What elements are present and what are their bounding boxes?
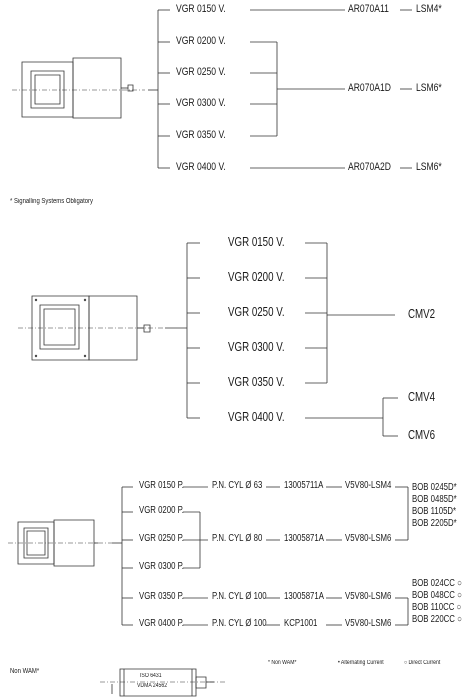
cylinder-standard-vdma: VDMA 24562: [137, 683, 168, 689]
section1-model-2: VGR 0200 V.: [176, 35, 226, 47]
section3-coil-ac-2: BOB 0485D*: [412, 494, 457, 505]
gate-drawing-2: [18, 296, 165, 360]
section2-model-6: VGR 0400 V.: [228, 410, 285, 424]
section3-cylinder-3: P.N. CYL Ø 100: [212, 591, 267, 602]
section1-model-1: VGR 0150 V.: [176, 3, 226, 15]
section2-model-5: VGR 0350 V.: [228, 375, 285, 389]
section3-valve-2: V5V80-LSM6: [345, 533, 392, 544]
section3-coil-dc-3: BOB 110CC ○: [412, 602, 462, 613]
section3-part-2: 13005871A: [284, 533, 324, 544]
section2-output-cmv6: CMV6: [408, 428, 436, 442]
section2-output-cmv2: CMV2: [408, 307, 436, 321]
section1-code-2: AR070A1D: [348, 82, 391, 94]
section3-coil-dc-2: BOB 048CC ○: [412, 590, 462, 601]
section1-model-3: VGR 0250 V.: [176, 66, 226, 78]
section3-model-3: VGR 0250 P.: [139, 533, 184, 544]
legend-non-wam-left: Non WAM*: [10, 668, 40, 675]
section2-output-cmv4: CMV4: [408, 390, 436, 404]
section2-model-2: VGR 0200 V.: [228, 270, 285, 284]
section2-model-4: VGR 0300 V.: [228, 340, 285, 354]
section3-cylinder-2: P.N. CYL Ø 80: [212, 533, 263, 544]
section3-coil-dc-1: BOB 024CC ○: [412, 578, 462, 589]
legend-non-wam: * Non WAM*: [268, 660, 297, 666]
section3-coil-ac-1: BOB 0245D*: [412, 482, 457, 493]
section1-model-4: VGR 0300 V.: [176, 97, 226, 109]
section3-model-6: VGR 0400 P.: [139, 618, 184, 629]
section1-model-5: VGR 0350 V.: [176, 129, 226, 141]
gate-drawing-1: [12, 58, 145, 118]
section1-model-6: VGR 0400 V.: [176, 161, 226, 173]
section3-coil-ac-3: BOB 1105D*: [412, 506, 457, 517]
section3-part-4: KCP1001: [284, 618, 318, 629]
section3-valve-1: V5V80-LSM4: [345, 480, 392, 491]
gate-drawing-3: [8, 520, 112, 566]
section1-footnote: * Signalling Systems Obligatory: [10, 198, 94, 205]
section2-model-3: VGR 0250 V.: [228, 305, 285, 319]
section3-model-4: VGR 0300 P.: [139, 561, 184, 572]
cylinder-standard-iso: ISO 6431: [140, 673, 162, 679]
legend-alternating-current: • Alternating Current: [338, 660, 384, 666]
section1-sensor-1: LSM4*: [416, 3, 442, 15]
section3-coil-ac-4: BOB 2205D*: [412, 518, 457, 529]
section1-sensor-3: LSM6*: [416, 161, 442, 173]
section3-part-3: 13005871A: [284, 591, 324, 602]
section3-part-1: 13005711A: [284, 480, 324, 491]
section3-coil-dc-4: BOB 220CC ○: [412, 614, 462, 625]
section3-valve-4: V5V80-LSM6: [345, 618, 392, 629]
section3-model-5: VGR 0350 P.: [139, 591, 184, 602]
section3-model-1: VGR 0150 P.: [139, 480, 184, 491]
section3-cylinder-4: P.N. CYL Ø 100: [212, 618, 267, 629]
section2-model-1: VGR 0150 V.: [228, 235, 285, 249]
section3-valve-3: V5V80-LSM6: [345, 591, 392, 602]
legend-direct-current: ○ Direct Current: [404, 660, 441, 666]
section1-code-3: AR070A2D: [348, 161, 391, 173]
section3-model-2: VGR 0200 P.: [139, 505, 184, 516]
section1-code-1: AR070A11: [348, 3, 389, 15]
section1-sensor-2: LSM6*: [416, 82, 442, 94]
section3-cylinder-1: P.N. CYL Ø 63: [212, 480, 263, 491]
